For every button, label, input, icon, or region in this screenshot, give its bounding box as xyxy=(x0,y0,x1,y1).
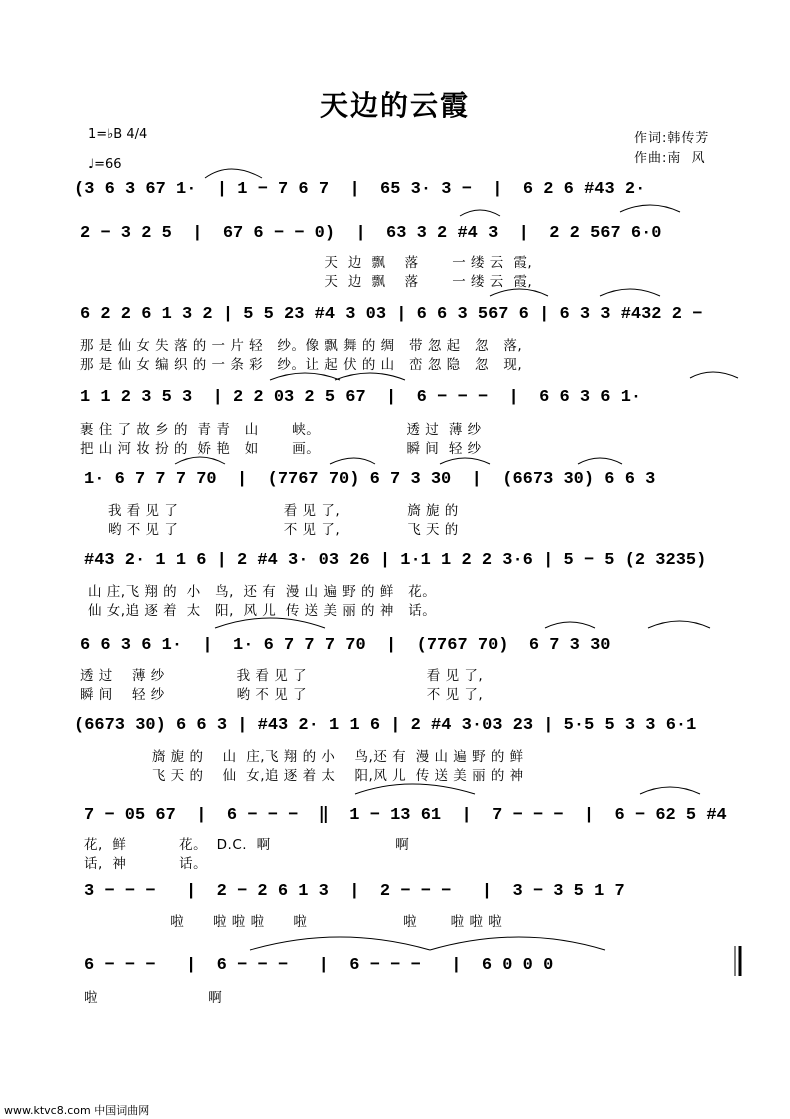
lyric-line-11: 啦 啊 xyxy=(84,990,223,1006)
lyric-line-2a: 天 边 飘 落 一 缕 云 霞, xyxy=(80,255,533,271)
score-line-4: 1 1 2 3 5 3 | 2 2 03 2 5 67 | 6 − − − | 6 6 3 6 1· xyxy=(80,388,642,407)
lyric-line-5b: 哟 不 见 了 不 见 了, 飞 天 的 xyxy=(84,522,459,538)
score-line-1: (3 6 3 67 1· | 1 − 7 6 7 | 65 3· 3 − | 6 2 6 #43 2· xyxy=(74,180,646,199)
score-line-6: #43 2· 1 1 6 | 2 #4 3· 03 26 | 1·1 1 2 2 3·6 | 5 − 5 (2 3235) xyxy=(84,551,707,570)
score-line-8: (6673 30) 6 6 3 | #43 2· 1 1 6 | 2 #4 3·03 23 | 5·5 5 3 3 6·1 xyxy=(74,716,697,735)
score-line-11: 6 − − − | 6 − − − | 6 − − − | 6 0 0 0 xyxy=(84,956,554,975)
score-line-10: 3 − − − | 2 − 2 6 1 3 | 2 − − − | 3 − 3 5 1 7 xyxy=(84,882,625,901)
lyricist-credit: 作词:韩传芳 xyxy=(634,131,710,146)
score-line-5: 1· 6 7 7 7 70 | (7767 70) 6 7 3 30 | (6673 30) 6 6 3 xyxy=(84,470,656,489)
lyric-line-7b: 瞬 间 轻 纱 哟 不 见 了 不 见 了, xyxy=(80,687,484,703)
composer-credit: 作曲:南 风 xyxy=(634,151,706,166)
lyric-line-3b: 那 是 仙 女 编 织 的 一 条 彩 纱。让 起 伏 的 山 峦 忽 隐 忽 现, xyxy=(80,357,523,373)
score-line-9: 7 − 05 67 | 6 − − − ‖ 1 − 13 61 | 7 − − − | 6 − 62 5 #4 xyxy=(84,806,727,825)
score-line-7: 6 6 3 6 1· | 1· 6 7 7 7 70 | (7767 70) 6 7 3 30 xyxy=(80,636,611,655)
lyric-line-7a: 透 过 薄 纱 我 看 见 了 看 见 了, xyxy=(80,668,484,684)
key-signature: 1=♭B 4/4 xyxy=(88,127,148,142)
lyric-line-9b: 话, 神 话。 xyxy=(84,856,208,872)
tempo-marking: ♩=66 xyxy=(88,157,122,172)
lyric-line-4a: 裹 住 了 故 乡 的 青 青 山 峡。 透 过 薄 纱 xyxy=(80,422,482,438)
song-title: 天边的云霞 xyxy=(319,89,470,122)
lyric-line-6a: 山 庄,飞 翔 的 小 鸟, 还 有 漫 山 遍 野 的 鲜 花。 xyxy=(88,584,437,600)
lyric-line-4b: 把 山 河 妆 扮 的 娇 艳 如 画。 瞬 间 轻 纱 xyxy=(80,441,482,457)
score-line-3: 6 2 2 6 1 3 2 | 5 5 23 #4 3 03 | 6 6 3 567 6 | 6 3 3 #432 2 − xyxy=(80,305,703,324)
lyric-line-8a: 旖 旎 的 山 庄,飞 翔 的 小 鸟,还 有 漫 山 遍 野 的 鲜 xyxy=(80,749,524,765)
lyric-line-6b: 仙 女,追 逐 着 太 阳, 风 儿 传 送 美 丽 的 神 话。 xyxy=(88,603,437,619)
lyric-line-5a: 我 看 见 了 看 见 了, 旖 旎 的 xyxy=(84,503,459,519)
lyric-line-8b: 飞 天 的 仙 女,追 逐 着 太 阳,风 儿 传 送 美 丽 的 神 xyxy=(80,768,524,784)
lyric-line-9a: 花, 鲜 花。 D.C. 啊 啊 xyxy=(84,837,410,853)
lyric-line-10: 啦 啦 啦 啦 啦 啦 啦 啦 啦 xyxy=(84,914,503,930)
lyric-line-2b: 天 边 飘 落 一 缕 云 霞, xyxy=(80,274,533,290)
site-footer: www.ktvc8.com 中国词曲网 xyxy=(4,1104,150,1117)
score-line-2: 2 − 3 2 5 | 67 6 − − 0) | 63 3 2 #4 3 | 2 2 567 6·0 xyxy=(80,224,662,243)
lyric-line-3a: 那 是 仙 女 失 落 的 一 片 轻 纱。像 飘 舞 的 绸 带 忽 起 忽 落, xyxy=(80,338,523,354)
